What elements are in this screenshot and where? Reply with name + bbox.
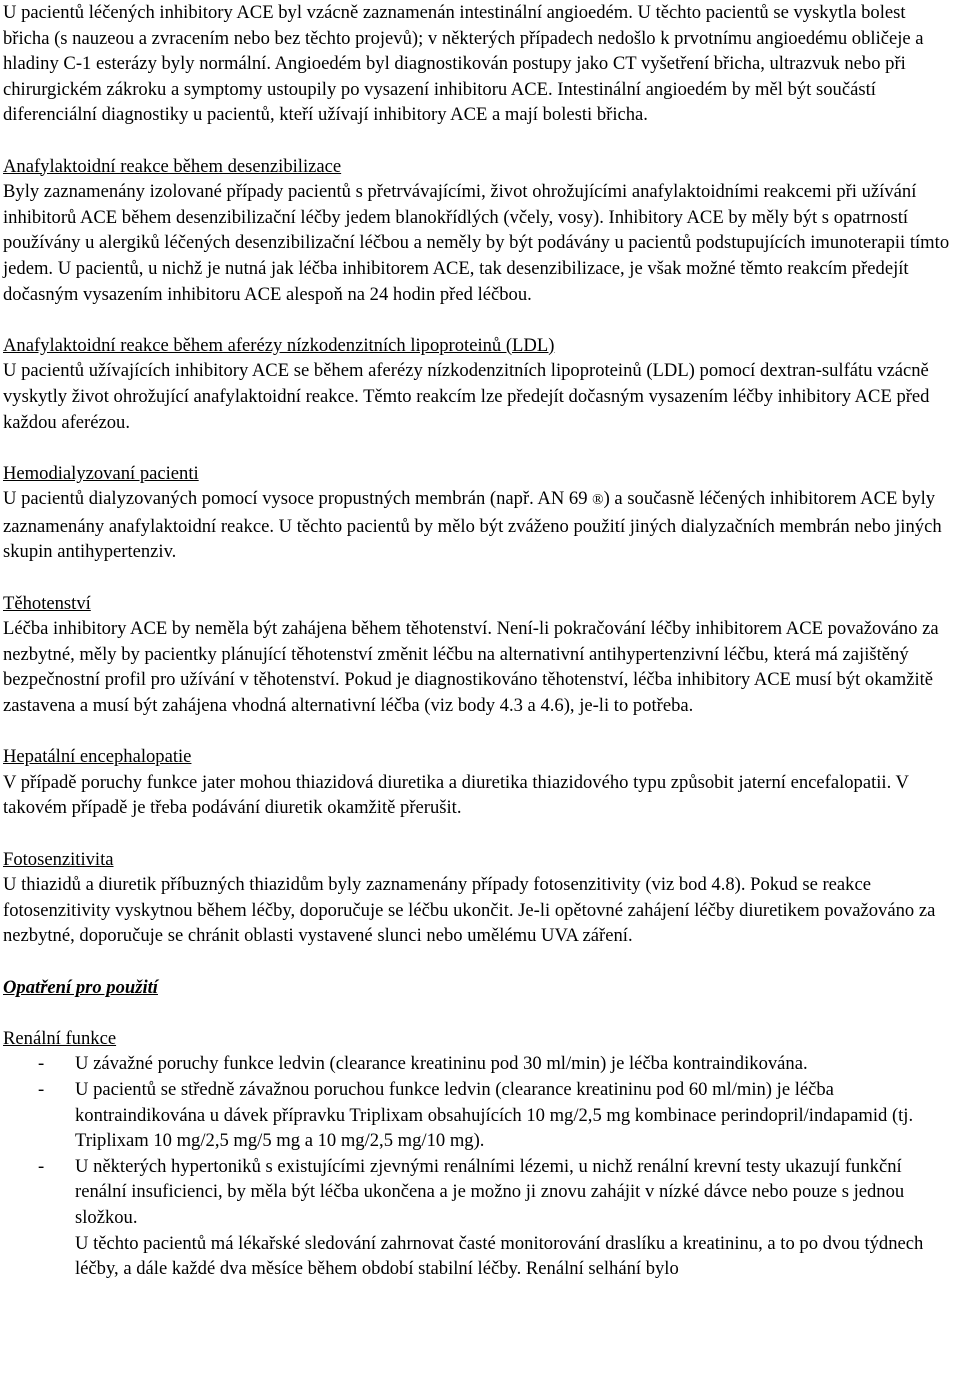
section-body: Byly zaznamenány izolované případy pacientů s přetrvávajícími, život ohrožujícími anafylaktoidními reakcemi při užívání inhibitorů ACE během desenzibilizační léčby jedem blanokřídlých (včely, vosy). Inhibitory ACE by měly být s opatrností používány u alergiků léčených desenzibilizační léčbou a neměly by být podávány u pacientů podstupujících imunoterapii tímto jedem. U pacientů, u nichž je nutná jak léčba inhibitorem ACE, tak desenzibilizace, je však možné těmto reakcím předejít dočasným vysazením inhibitoru ACE alespoň na 24 hodin před léčbou. — [3, 181, 950, 305]
registered-mark: ® — [592, 492, 604, 509]
section-ldl-apheresis — [3, 333, 956, 435]
list-item-text: U některých hypertoniků s existujícími zjevnými renálními lézemi, u nichž renální krevní testy ukazují funkční renální insuficienci, by měla být léčba ukončena a je možno ji znovu zahájit v nízké dávce nebo pouze s jednou složkou. — [75, 1155, 905, 1228]
section-body: V případě poruchy funkce jater mohou thiazidová diuretika a diuretika thiazidového typu způsobit jaterní encefalopatii. V takovém případě je třeba podávání diuretik okamžitě přerušit. — [3, 771, 909, 819]
main-heading: Opatření pro použití — [3, 976, 158, 998]
section-body: U pacientů užívajících inhibitory ACE se během aferézy nízkodenzitních lipoproteinů (LDL) pomocí dextran-sulfátu vzácně vyskytly život ohrožující anafylaktoidní reakce. Těmto reakcím lze předejít dočasným vysazením léčby inhibitory ACE před každou aferézou. — [3, 360, 930, 433]
section-heading: Anafylaktoidní reakce během desenzibilizace — [3, 155, 342, 177]
main-heading-block — [3, 975, 956, 1001]
body-text: ) a současně léčených inhibitorem ACE byly zaznamenány anafylaktoidní reakce. U těchto pacientů by mělo být zváženo použití jiných dialyzačních membrán nebo jiných skupin antihypertenziv. — [3, 488, 942, 563]
section-heading: Fotosenzitivita — [3, 848, 114, 870]
dash-bullet: - — [38, 1053, 45, 1075]
section-heading: Těhotenství — [3, 592, 91, 614]
list-continuation: U těchto pacientů má lékařské sledování zahrnovat časté monitorování draslíku a kreatininu, a to po dvou týdnech léčby, a dále každé dva měsíce během období stabilní léčby. Renální selhání bylo — [75, 1232, 924, 1280]
section-hepatic-encephalopathy — [3, 744, 956, 821]
section-heading: Renální funkce — [3, 1027, 117, 1049]
section-desensitization — [3, 154, 956, 308]
list-item — [3, 1077, 956, 1154]
section-heading: Hepatální encephalopatie — [3, 746, 192, 768]
dash-bullet: - — [38, 1078, 45, 1100]
list-item-text: U pacientů se středně závažnou poruchou funkce ledvin (clearance kreatininu pod 60 ml/min) je léčba kontraindikována u dávek přípravku Triplixam obsahujících 10 mg/2,5 mg kombinace perindopril/indapamid (tj. Triplixam 10 mg/2,5 mg/5 mg a 10 mg/2,5 mg/10 mg). — [75, 1078, 914, 1152]
renal-list — [3, 1051, 956, 1230]
intro-paragraph: U pacientů léčených inhibitory ACE byl vzácně zaznamenán intestinální angioedém. U těchto pacientů se vyskytla bolest břicha (s nauzeou a zvracením nebo bez těchto projevů); v některých případech nedošlo k prvotnímu angioedému obličeje a hladiny C-1 esterázy byly normální. Angioedém byl diagnostikován postupy jako CT vyšetření břicha, ultrazvuk nebo při chirurgickém zákroku a symptomy ustoupily po vysazení inhibitoru ACE. Intestinální angioedém by měl být součástí diferenciální diagnostiky u pacientů, kteří užívají inhibitory ACE a mají bolesti břicha. — [3, 2, 924, 126]
body-text: U pacientů dialyzovaných pomocí vysoce propustných membrán (např. AN 69 — [3, 488, 588, 510]
section-body: Léčba inhibitory ACE by neměla být zahájena během těhotenství. Není-li pokračování léčby inhibitorem ACE považováno za nezbytné, měly by pacientky plánující těhotenství změnit léčbu na alternativní antihypertenzivní léčbu, která má zajištěný bezpečnostní profil pro užívání v těhotenství. Pokud je diagnostikováno těhotenství, léčba inhibitory ACE musí být okamžitě zastavena a musí být zahájena vhodná alternativní léčba (viz body 4.3 a 4.6), je-li to potřeba. — [3, 618, 939, 717]
section-body: U thiazidů a diuretik příbuzných thiazidům byly zaznamenány případy fotosenzitivity (viz bod 4.8). Pokud se reakce fotosenzitivity vyskytnou během léčby, doporučuje se léčbu ukončit. Je-li opětovné zahájení léčby diuretikem považováno za nezbytné, doporučuje se chránit oblasti vystavené slunci nebo umělému UVA záření. — [3, 874, 936, 947]
dash-bullet: - — [38, 1155, 45, 1177]
list-item — [3, 1154, 956, 1231]
section-heading: Hemodialyzovaní pacienti — [3, 462, 199, 484]
section-renal-function — [3, 1026, 956, 1282]
section-hemodialysis — [3, 461, 956, 565]
section-body — [3, 486, 956, 565]
section-heading: Anafylaktoidní reakce během aferézy nízkodenzitních lipoproteinů (LDL) — [3, 334, 555, 356]
list-item-text: U závažné poruchy funkce ledvin (clearance kreatininu pod 30 ml/min) je léčba kontraindikována. — [75, 1053, 808, 1075]
list-item — [3, 1051, 956, 1077]
section-photosensitivity — [3, 847, 956, 949]
section-pregnancy — [3, 591, 956, 719]
